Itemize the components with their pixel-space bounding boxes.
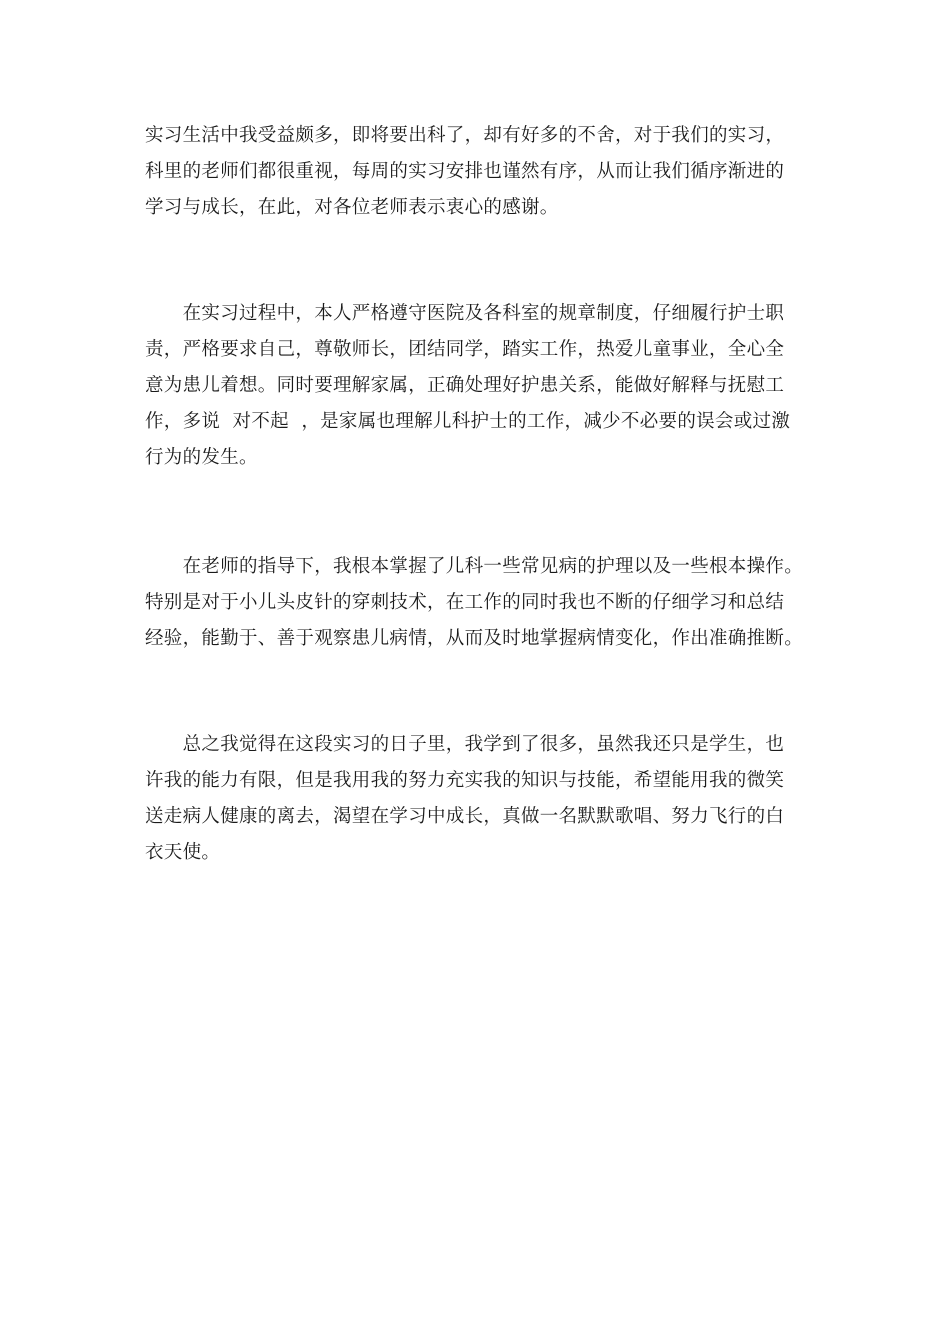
paragraph-2 [145,296,825,476]
text-line: 责，严格要求自己，尊敬师长，团结同学，踏实工作，热爱儿童事业，全心全 [145,339,785,360]
text-line: 许我的能力有限，但是我用我的努力充实我的知识与技能，希望能用我的微笑 [145,770,785,791]
text-line: 行为的发生。 [145,447,258,468]
text-line: 在老师的指导下，我根本掌握了儿科一些常见病的护理以及一些根本操作。 [145,556,804,577]
text-line: 科里的老师们都很重视，每周的实习安排也谨然有序，从而让我们循序渐进的 [145,161,785,182]
text-line: 特别是对于小儿头皮针的穿刺技术，在工作的同时我也不断的仔细学习和总结 [145,592,785,613]
text-line: 经验，能勤于、善于观察患儿病情，从而及时地掌握病情变化，作出准确推断。 [145,628,804,649]
text-line: 总之我觉得在这段实习的日子里，我学到了很多，虽然我还只是学生，也 [145,734,785,755]
text-line: 学习与成长，在此，对各位老师表示衷心的感谢。 [145,197,559,218]
text-line: 实习生活中我受益颇多，即将要出科了，却有好多的不舍，对于我们的实习， [145,125,785,146]
text-line: 衣天使。 [145,842,221,863]
paragraph-3 [145,549,825,657]
paragraph-4 [145,727,825,871]
text-line: 作，多说 对不起 ，是家属也理解儿科护士的工作，减少不必要的误会或过激 [145,411,791,432]
text-line: 送走病人健康的离去，渴望在学习中成长，真做一名默默歌唱、努力飞行的白 [145,806,785,827]
text-line: 在实习过程中，本人严格遵守医院及各科室的规章制度，仔细履行护士职 [145,303,785,324]
paragraph-1 [145,118,825,226]
text-line: 意为患儿着想。同时要理解家属，正确处理好护患关系，能做好解释与抚慰工 [145,375,785,396]
